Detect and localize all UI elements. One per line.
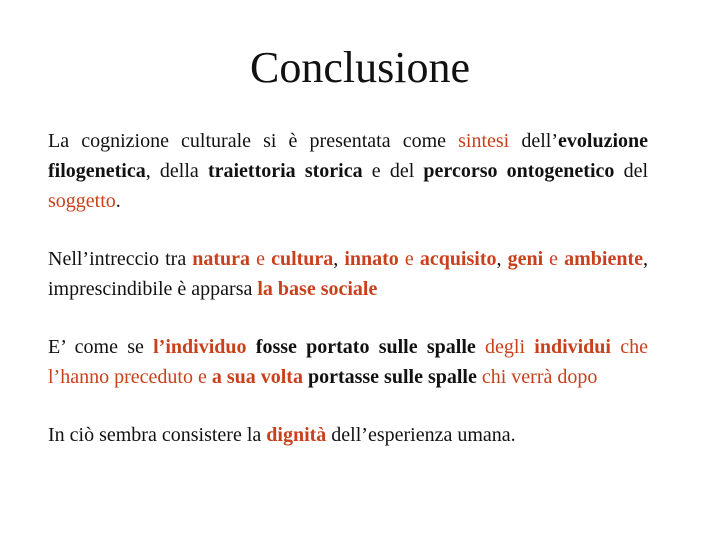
highlighted-text: chi verrà dopo: [476, 366, 598, 388]
highlighted-text: ambiente: [564, 248, 644, 270]
highlighted-text: la base sociale: [257, 278, 378, 300]
highlighted-text: soggetto: [48, 190, 116, 212]
highlighted-text: natura: [192, 248, 251, 270]
highlighted-text: sintesi: [458, 130, 510, 152]
text-run: ,: [496, 248, 508, 270]
paragraph-individuo: [48, 332, 648, 392]
highlighted-text: l’individuo: [153, 336, 247, 358]
text-run: .: [115, 190, 121, 212]
text-run: In ciò sembra consistere la: [48, 424, 267, 446]
text-run: traiettoria storica: [207, 160, 363, 182]
highlighted-text: e: [398, 248, 420, 270]
highlighted-text: dignità: [266, 424, 327, 446]
highlighted-text: geni: [507, 248, 544, 270]
text-run: , della: [145, 160, 208, 182]
highlighted-text: individui: [534, 336, 611, 358]
highlighted-text: e: [543, 248, 565, 270]
highlighted-text: acquisito: [419, 248, 497, 270]
text-run: fosse portato sulle spalle: [255, 336, 476, 358]
text-run: , imprescindibile è apparsa: [48, 248, 649, 300]
slide-title: Conclusione: [250, 43, 470, 92]
text-run: E’ come se: [48, 336, 154, 358]
paragraph-intreccio: [48, 244, 648, 304]
text-run: La cognizione culturale si è presentata come: [48, 130, 459, 152]
highlighted-text: che l’hanno preceduto e: [48, 336, 648, 388]
slide-body: [48, 126, 648, 450]
highlighted-text: a sua volta: [211, 366, 303, 388]
text-run: Nell’intreccio tra: [48, 248, 193, 270]
highlighted-text: e: [250, 248, 272, 270]
text-run: del: [614, 160, 649, 182]
text-run: evoluzione filogenetica: [48, 130, 649, 182]
highlighted-text: cultura: [271, 248, 334, 270]
text-run: portasse sulle spalle: [307, 366, 477, 388]
paragraph-dignita: [48, 420, 648, 450]
text-run: percorso ontogenetico: [423, 160, 615, 182]
text-run: dell’esperienza umana.: [326, 424, 516, 446]
text-run: ,: [333, 248, 345, 270]
paragraph-sintesi: [48, 126, 648, 216]
text-run: dell’: [509, 130, 559, 152]
highlighted-text: innato: [344, 248, 399, 270]
text-run: [247, 336, 256, 358]
text-run: e del: [362, 160, 424, 182]
highlighted-text: degli: [475, 336, 535, 358]
